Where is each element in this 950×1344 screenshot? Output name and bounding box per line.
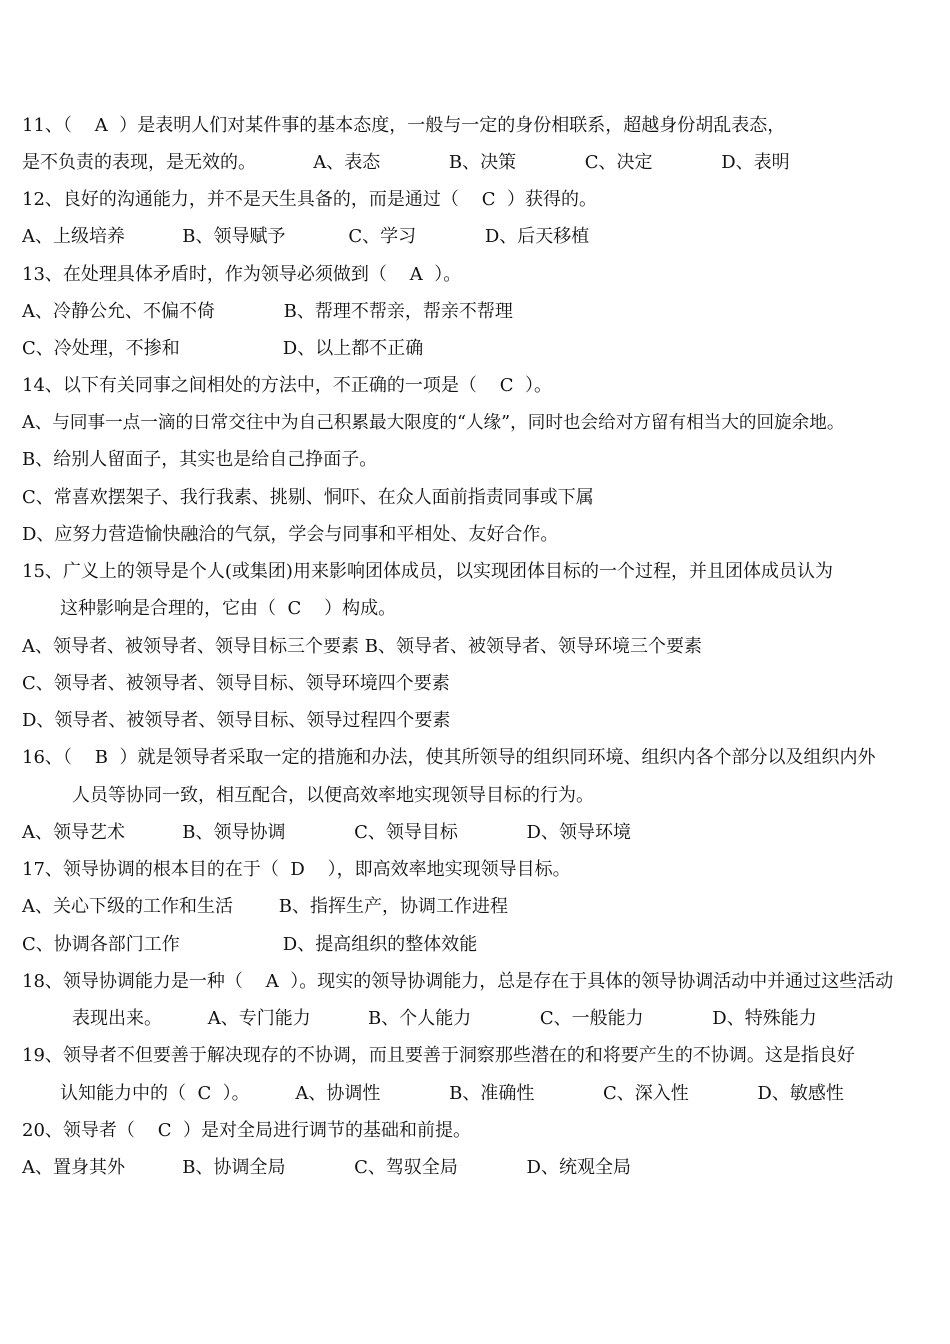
question-15-option-d: D、领导者、被领导者、领导目标、领导过程四个要素 <box>22 710 451 731</box>
question-12-stem: 12、良好的沟通能力，并不是天生具备的，而是通过（ C ）获得的。 <box>22 189 598 210</box>
question-13-options-cd: C、冷处理，不掺和 D、以上都不正确 <box>22 338 424 359</box>
question-11-line-2: 是不负责的表现，是无效的。 A、表态 B、决策 C、决定 D、表明 <box>22 152 790 173</box>
question-19-line-1: 19、领导者不但要善于解决现存的不协调，而且要善于洞察那些潜在的和将要产生的不协调。这是指良好 <box>22 1045 855 1066</box>
question-18-line-1: 18、领导协调能力是一种（ A ）。现实的领导协调能力，总是存在于具体的领导协调活动中并通过这些活动 <box>22 971 894 992</box>
question-19-line-2: 认知能力中的（ C ）。 A、协调性 B、准确性 C、深入性 D、敏感性 <box>60 1083 844 1104</box>
question-15-line-2: 这种影响是合理的，它由（ C ）构成。 <box>60 598 397 619</box>
question-18-line-2: 表现出来。 A、专门能力 B、个人能力 C、一般能力 D、特殊能力 <box>72 1008 817 1029</box>
question-17-options-cd: C、协调各部门工作 D、提高组织的整体效能 <box>22 934 478 955</box>
question-17-stem: 17、领导协调的根本目的在于（ D ），即高效率地实现领导目标。 <box>22 859 571 880</box>
question-14-option-a: A、与同事一点一滴的日常交往中为自己积累最大限度的“人缘”，同时也会给对方留有相当大的回旋余地。 <box>22 413 845 433</box>
question-14-option-d: D、应努力营造愉快融洽的气氛，学会与同事和平相处、友好合作。 <box>22 524 559 545</box>
question-16-line-1: 16、（ B ）就是领导者采取一定的措施和办法，使其所领导的组织同环境、组织内各个部分以及组织内外 <box>22 747 876 768</box>
question-14-stem: 14、以下有关同事之间相处的方法中，不正确的一项是（ C ）。 <box>22 375 553 396</box>
question-13-stem: 13、在处理具体矛盾时，作为领导必须做到（ A ）。 <box>22 264 462 285</box>
question-13-options-ab: A、冷静公允、不偏不倚 B、帮理不帮亲，帮亲不帮理 <box>22 301 513 322</box>
question-15-options-ab: A、领导者、被领导者、领导目标三个要素 B、领导者、被领导者、领导环境三个要素 <box>22 636 702 657</box>
question-20-stem: 20、领导者（ C ）是对全局进行调节的基础和前提。 <box>22 1120 472 1141</box>
question-12-options: A、上级培养 B、领导赋予 C、学习 D、后天移植 <box>22 226 590 247</box>
question-16-line-2: 人员等协同一致，相互配合，以便高效率地实现领导目标的行为。 <box>72 785 594 806</box>
question-20-options: A、置身其外 B、协调全局 C、驾驭全局 D、统观全局 <box>22 1157 631 1178</box>
question-14-option-c: C、常喜欢摆架子、我行我素、挑剔、恫吓、在众人面前指责同事或下属 <box>22 487 594 508</box>
question-11-line-1: 11、（ A ）是表明人们对某件事的基本态度，一般与一定的身份相联系，超越身份胡乱表态， <box>22 115 786 136</box>
question-15-line-1: 15、广义上的领导是个人(或集团)用来影响团体成员，以实现团体目标的一个过程，并且团体成员认为 <box>22 561 833 582</box>
question-15-option-c: C、领导者、被领导者、领导目标、领导环境四个要素 <box>22 673 450 694</box>
question-14-option-b: B、给别人留面子，其实也是给自己挣面子。 <box>22 449 378 470</box>
question-17-options-ab: A、关心下级的工作和生活 B、指挥生产，协调工作进程 <box>22 896 508 917</box>
question-16-options: A、领导艺术 B、领导协调 C、领导目标 D、领导环境 <box>22 822 631 843</box>
